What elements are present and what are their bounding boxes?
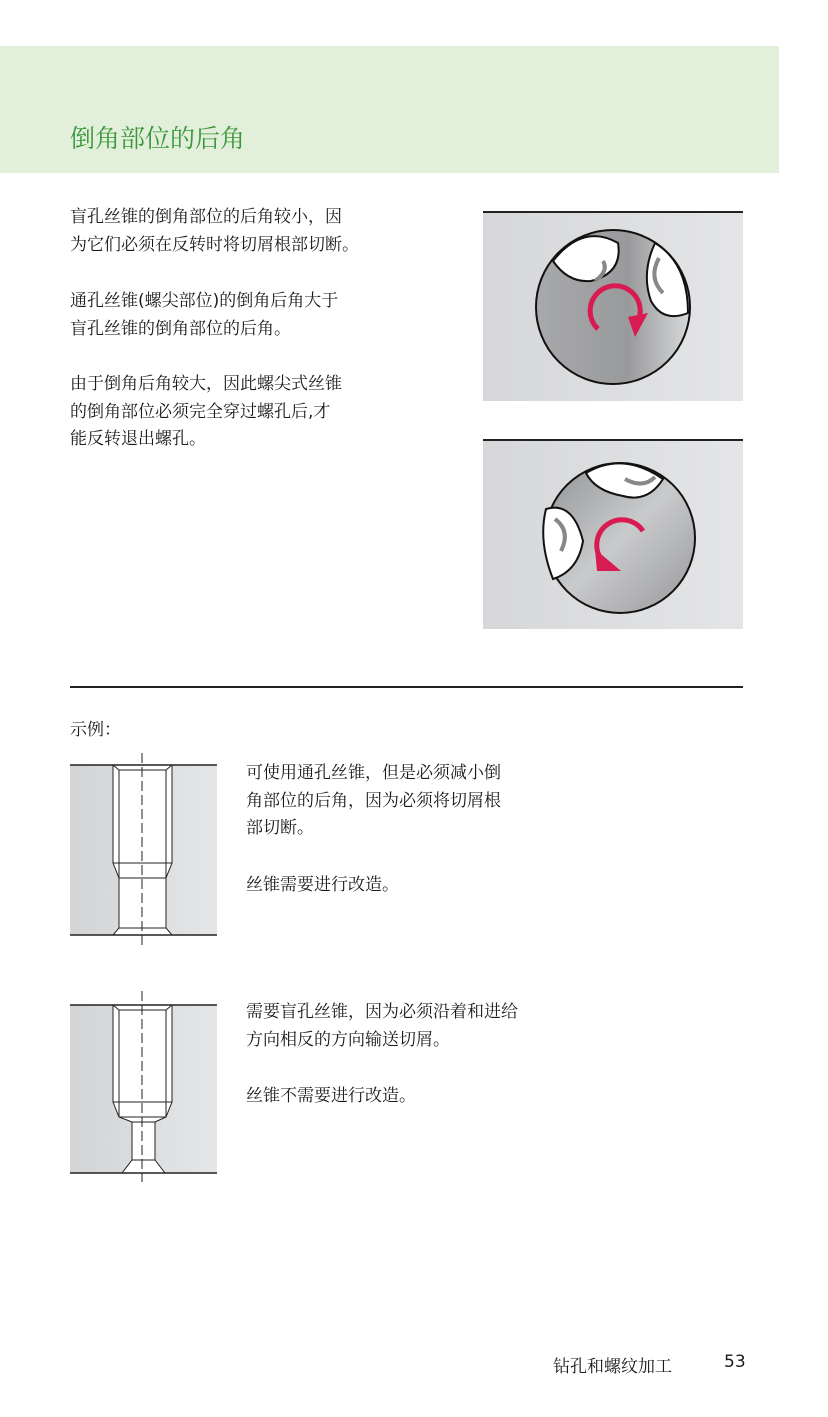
examples-label: 示例： <box>70 720 121 740</box>
page-title: 倒角部位的后角 <box>70 124 246 153</box>
example-2-text: 需要盲孔丝锥，因为必须沿着和进给 方向相反的方向输送切屑。 <box>246 1002 518 1050</box>
section-divider <box>70 686 743 688</box>
page-number: 53 <box>724 1352 746 1372</box>
intro-paragraph-3: 由于倒角后角较大，因此螺尖式丝锥 的倒角部位必须完全穿过螺孔后,才 能反转退出螺孔。 <box>70 374 342 449</box>
tap-cross-section-image-2 <box>483 439 743 629</box>
example-1-text: 可使用通孔丝锥，但是必须减小倒 角部位的后角，因为必须将切屑根 部切断。 <box>246 763 501 838</box>
intro-paragraph-2: 通孔丝锥(螺尖部位)的倒角后角大于 盲孔丝锥的倒角部位的后角。 <box>70 291 339 339</box>
blind-hole-drawing <box>70 990 218 1184</box>
example-2-note: 丝锥不需要进行改造。 <box>246 1086 416 1106</box>
example-1-note: 丝锥需要进行改造。 <box>246 875 399 895</box>
footer-section-title: 钻孔和螺纹加工 <box>553 1357 672 1377</box>
intro-paragraph-1: 盲孔丝锥的倒角部位的后角较小，因 为它们必须在反转时将切屑根部切断。 <box>70 207 359 255</box>
through-hole-drawing <box>70 752 218 946</box>
tap-cross-section-image-1 <box>483 211 743 401</box>
